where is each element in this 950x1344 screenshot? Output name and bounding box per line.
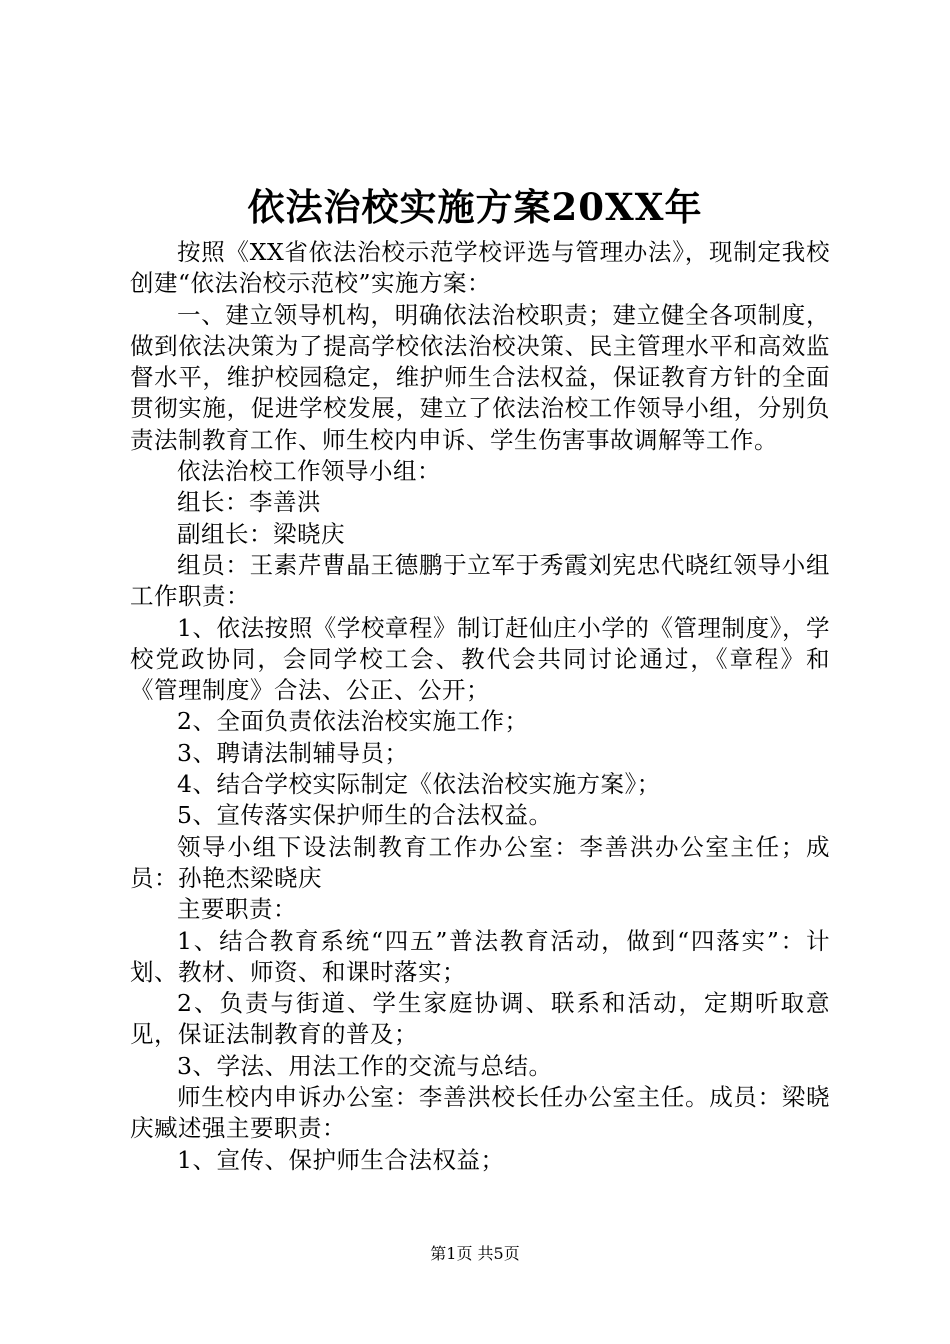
paragraph: 依法治校工作领导小组： xyxy=(177,457,441,486)
document-body xyxy=(130,237,830,1176)
paragraph: 副组长：梁晓庆 xyxy=(177,519,345,548)
paragraph: 3、学法、用法工作的交流与总结。 xyxy=(177,1051,553,1080)
paragraph: 2、负责与街道、学生家庭协调、联系和活动，定期听取意见，保证法制教育的普及； xyxy=(130,989,830,1049)
paragraph: 按照《XX省依法治校示范学校评选与管理办法》，现制定我校创建“依法治校示范校”实施方案： xyxy=(130,238,830,298)
paragraph: 1、结合教育系统“四五”普法教育活动，做到“四落实”：计划、教材、师资、和课时落实； xyxy=(130,926,830,986)
paragraph: 一、建立领导机构，明确依法治校职责；建立健全各项制度，做到依法决策为了提高学校依法治校决策、民主管理水平和高效监督水平，维护校园稳定，维护师生合法权益，保证教育方针的全面贯彻实施，促进学校发展，建立了依法治校工作领导小组，分别负责法制教育工作、师生校内申诉、学生伤害事故调解等工作。 xyxy=(130,300,830,454)
paragraph: 组员：王素芹曹晶王德鹏于立军于秀霞刘宪忠代晓红领导小组工作职责： xyxy=(130,550,830,611)
paragraph: 主要职责： xyxy=(177,895,297,924)
paragraph: 组长：李善洪 xyxy=(177,488,321,517)
paragraph: 师生校内申诉办公室：李善洪校长任办公室主任。成员：梁晓庆臧述强主要职责： xyxy=(130,1083,830,1143)
page-indicator: 第1页 共5页 xyxy=(430,1244,520,1263)
paragraph: 1、依法按照《学校章程》制订赶仙庄小学的《管理制度》，学校党政协同，会同学校工会、教代会共同讨论通过，《章程》和《管理制度》合法、公正、公开； xyxy=(130,613,830,705)
paragraph: 领导小组下设法制教育工作办公室：李善洪办公室主任；成员：孙艳杰梁晓庆 xyxy=(130,832,830,892)
paragraph: 5、宣传落实保护师生的合法权益。 xyxy=(177,801,553,830)
paragraph: 4、结合学校实际制定《依法治校实施方案》； xyxy=(177,770,661,799)
paragraph: 2、全面负责依法治校实施工作； xyxy=(177,707,529,736)
document-title: 依法治校实施方案20XX年 xyxy=(247,185,703,229)
paragraph: 1、宣传、保护师生合法权益； xyxy=(177,1145,505,1174)
paragraph: 3、聘请法制辅导员； xyxy=(177,738,409,767)
